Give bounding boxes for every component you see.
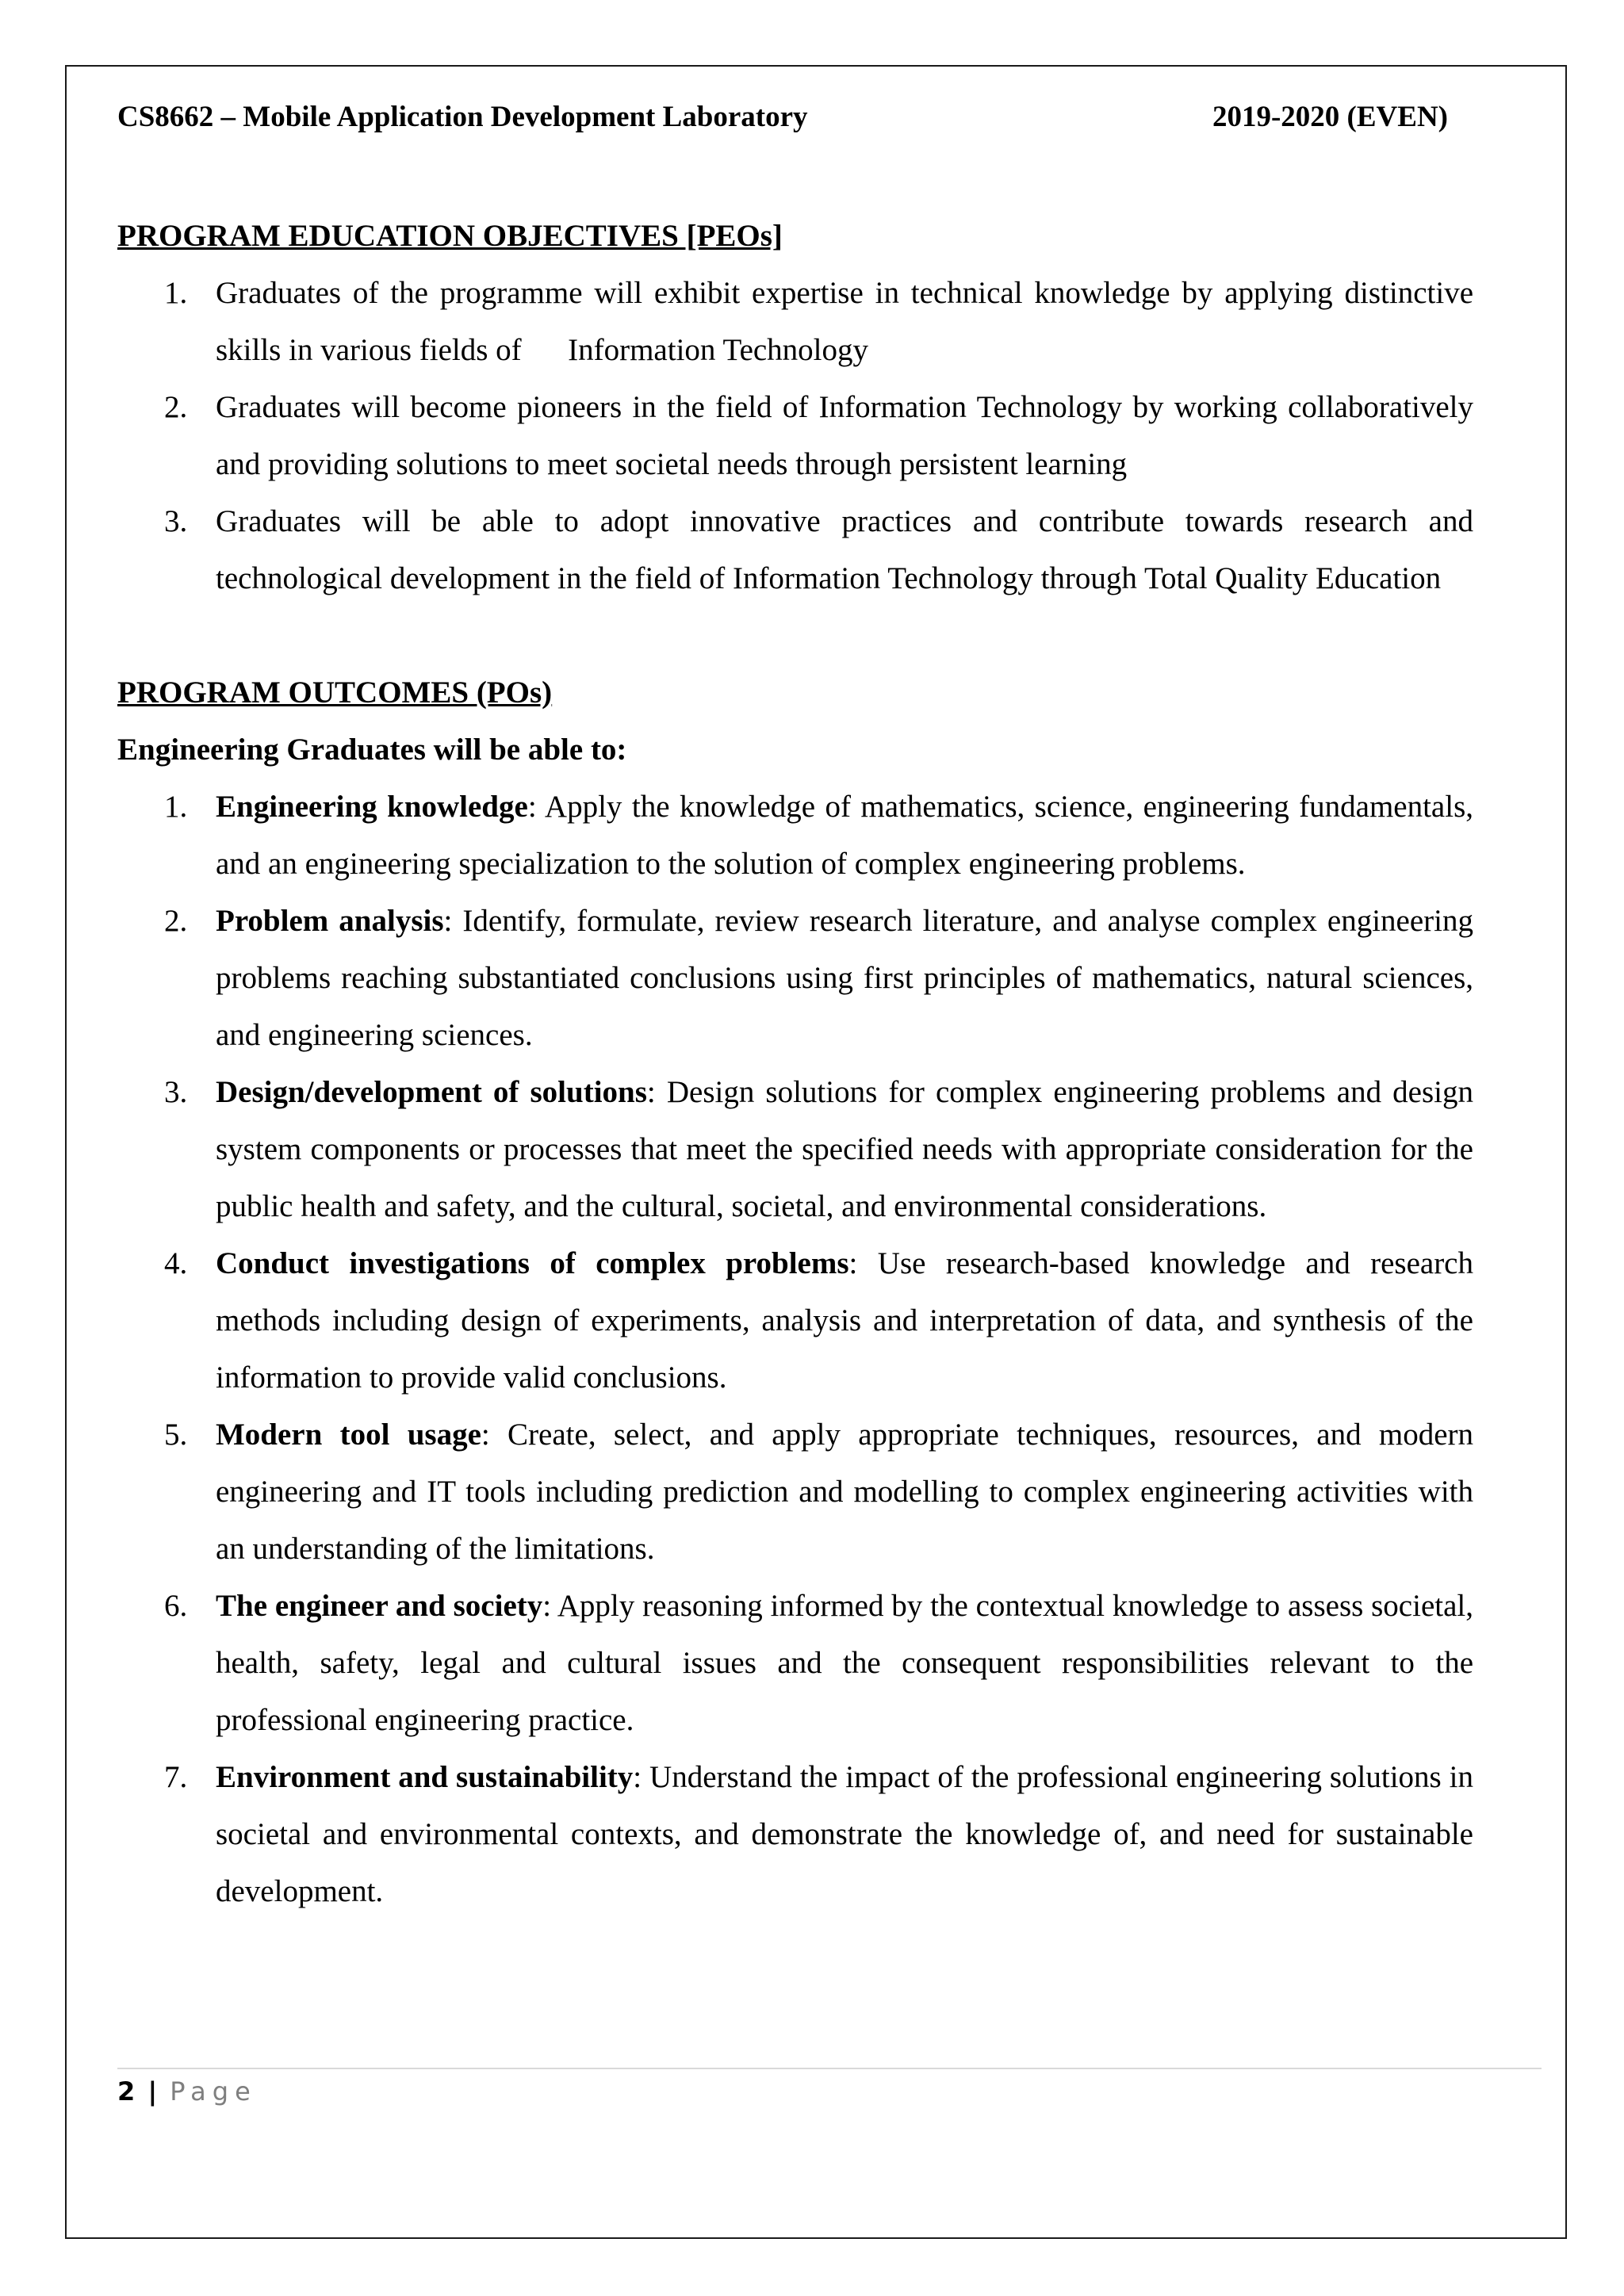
peo-item: [117, 493, 1473, 607]
po-item: [117, 1749, 1473, 1920]
list-number: 3.: [164, 504, 188, 538]
po-term: Engineering knowledge: [216, 790, 528, 824]
po-description: : Use research-based knowledge and research methods including design of experiments, analysis and interpretation of data, and synthesis of the information to provide valid conclusions.: [216, 1246, 1473, 1395]
po-term: Conduct investigations of complex problems: [216, 1246, 849, 1280]
list-number: 1.: [164, 276, 188, 310]
course-title: CS8662 – Mobile Application Development Laboratory: [117, 101, 808, 133]
po-item: [117, 1235, 1473, 1406]
list-number: 7.: [164, 1760, 188, 1794]
po-subtitle: Engineering Graduates will be able to:: [117, 733, 627, 767]
po-term: Modern tool usage: [216, 1418, 481, 1452]
page-footer: [117, 2072, 257, 2110]
list-number: 1.: [164, 790, 188, 824]
po-item: [117, 1406, 1473, 1578]
po-description: : Identify, formulate, review research literature, and analyse complex engineering problems reaching substantiated conclusions using first principles of mathematics, natural sciences, and engineering sciences.: [216, 904, 1473, 1052]
po-item: [117, 779, 1473, 893]
peo-text: Graduates will be able to adopt innovative practices and contribute towards research and technological development in the field of Information Technology through Total Quality Education: [216, 504, 1473, 595]
footer-divider: [117, 2068, 1542, 2069]
page-header: [117, 98, 1448, 136]
po-term: The engineer and society: [216, 1589, 543, 1623]
document-body: [117, 208, 1481, 1920]
list-number: 4.: [164, 1246, 188, 1280]
list-number: 2.: [164, 390, 188, 424]
peo-item: [117, 265, 1481, 379]
list-number: 2.: [164, 904, 188, 938]
page-label: Page: [170, 2076, 257, 2107]
po-term: Problem analysis: [216, 904, 444, 938]
po-item: [117, 1578, 1473, 1749]
po-description: : Understand the impact of the professional engineering solutions in societal and environmental contexts, and demonstrate the knowledge of, and need for sustainable development.: [216, 1760, 1473, 1908]
po-description: : Apply the knowledge of mathematics, science, engineering fundamentals, and an engineering specialization to the solution of complex engineering problems.: [216, 790, 1473, 881]
academic-year: 2019-2020 (EVEN): [1212, 101, 1448, 133]
po-section-title: PROGRAM OUTCOMES (POs): [117, 675, 553, 710]
peo-list: [117, 265, 1481, 607]
po-term: Environment and sustainability: [216, 1760, 634, 1794]
section-spacer: [117, 607, 1473, 664]
po-item: [117, 893, 1473, 1064]
list-number: 5.: [164, 1418, 188, 1452]
list-number: 6.: [164, 1589, 188, 1623]
peo-text: Graduates will become pioneers in the field of Information Technology by working collaboratively and providing solutions to meet societal needs through persistent learning: [216, 390, 1473, 481]
po-list: [117, 779, 1473, 1920]
footer-separator: |: [147, 2076, 158, 2107]
po-description: : Design solutions for complex engineering problems and design system components or processes that meet the specified needs with appropriate consideration for the public health and safety, and the cultural, societal, and environmental considerations.: [216, 1075, 1473, 1223]
peo-section-title: PROGRAM EDUCATION OBJECTIVES [PEOs]: [117, 219, 783, 253]
list-number: 3.: [164, 1075, 188, 1109]
page-number: 2: [117, 2076, 136, 2107]
po-item: [117, 1064, 1473, 1235]
peo-text: Graduates of the programme will exhibit expertise in technical knowledge by applying distinctive skills in various fields of Information Technology: [216, 276, 1481, 367]
po-description: : Create, select, and apply appropriate techniques, resources, and modern engineering and IT tools including prediction and modelling to complex engineering activities with an understanding of the limitations.: [216, 1418, 1473, 1566]
po-term: Design/development of solutions: [216, 1075, 647, 1109]
peo-item: [117, 379, 1473, 493]
po-description: : Apply reasoning informed by the contextual knowledge to assess societal, health, safety, legal and cultural issues and the consequent responsibilities relevant to the professional engineering practice.: [216, 1589, 1473, 1737]
